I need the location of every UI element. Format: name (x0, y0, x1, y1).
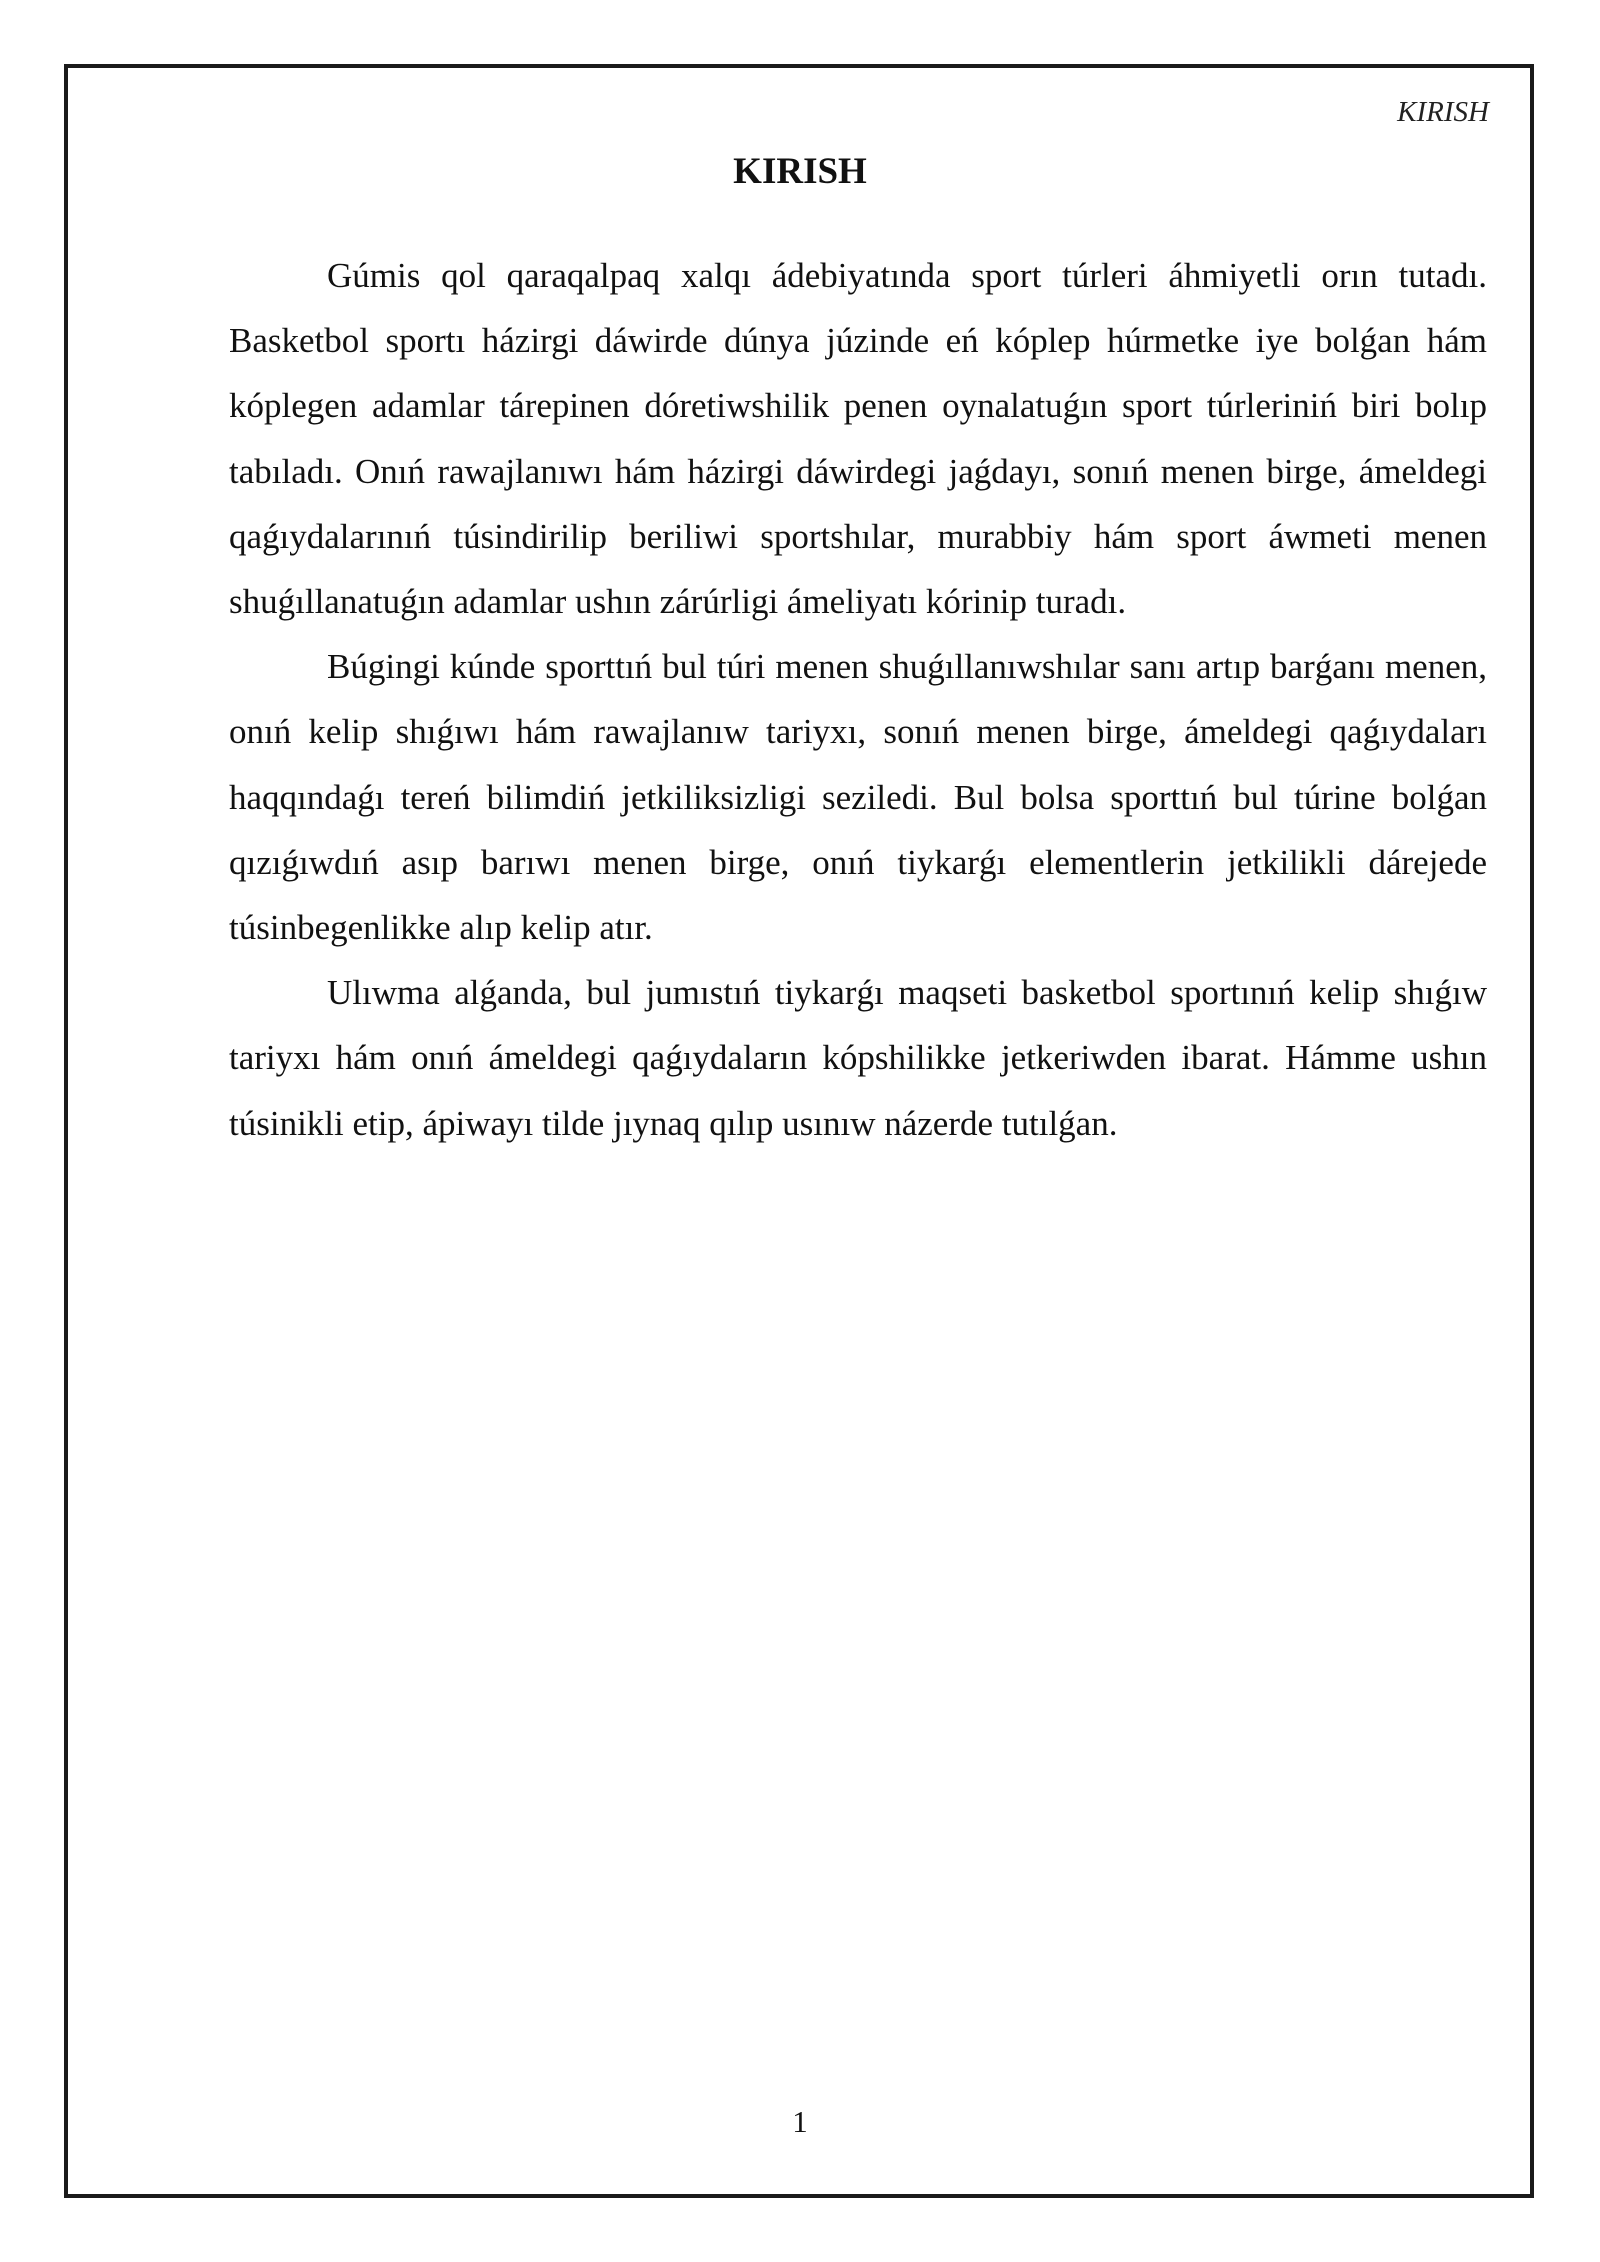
running-header: KIRISH (1397, 96, 1489, 128)
paragraph: Ulıwma alǵanda, bul jumıstıń tiykarǵı maqseti basketbol sportınıń kelip shıǵıw tariyxı hám onıń ámeldegi qaǵıydaların kópshilikke jetkeriwden ibarat. Hámme ushın túsinikli etip, ápiwayı tilde jıynaq qılıp usınıw názerde tutılǵan. (229, 973, 1487, 1143)
paragraph: Gúmis qol qaraqalpaq xalqı ádebiyatında sport túrleri áhmiyetli orın tutadı. Basketbol sportı házirgi dáwirde dúnya júzinde eń kóplep húrmetke iye bolǵan hám kóplegen adamlar tárepinen dóretiwshilik penen oynalatuǵın sport túrleriniń biri bolıp tabıladı. Onıń rawajlanıwı hám házirgi dáwirdegi jaǵdayı, sonıń menen birge, ámeldegi qaǵıydalarınıń túsindirilip beriliwi sportshılar, murabbiy hám sport áwmeti menen shuǵıllanatuǵın adamlar ushın zárúrligi ámeliyatı kórinip turadı. (229, 256, 1487, 622)
paragraph: Búgingi kúnde sporttıń bul túri menen shuǵıllanıwshılar sanı artıp barǵanı menen, onıń kelip shıǵıwı hám rawajlanıw tariyxı, sonıń menen birge, ámeldegi qaǵıydaları haqqındaǵı tereń bilimdiń jetkiliksizligi seziledi. Bul bolsa sporttıń bul túrine bolǵan qızıǵıwdıń asıp barıwı menen birge, onıń tiykarǵı elementlerin jetkilikli dárejede túsinbegenlikke alıp kelip atır. (229, 647, 1487, 948)
document-title: KIRISH (733, 151, 867, 192)
page-number: 1 (792, 2104, 808, 2139)
document-body (229, 243, 1487, 1156)
